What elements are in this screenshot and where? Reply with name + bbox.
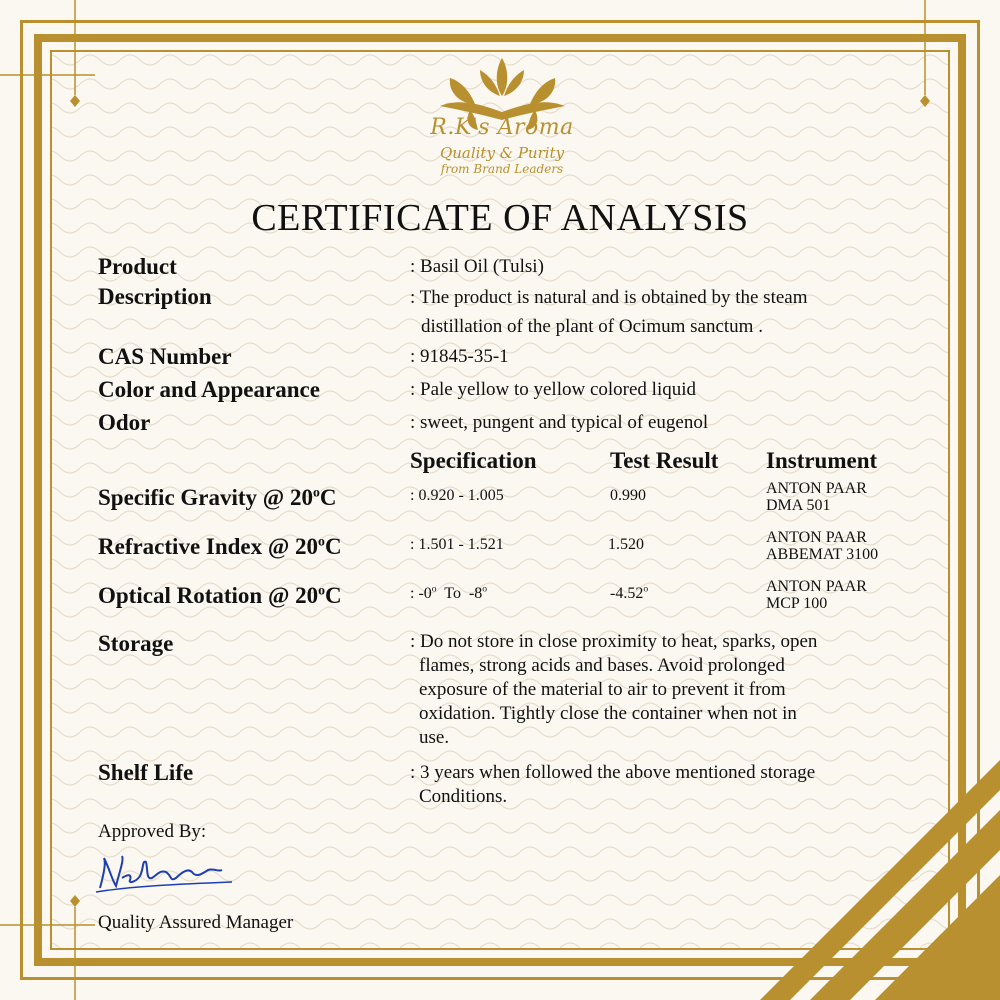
spec-header: Specification — [410, 448, 537, 473]
refractive-index-spec: : 1.501 - 1.521 — [410, 536, 504, 553]
manager-role: Quality Assured Manager — [98, 912, 294, 933]
specific-gravity-instrument-1: ANTON PAAR — [766, 480, 867, 497]
cas-label: CAS Number — [98, 344, 232, 369]
approved-by: Approved By: — [98, 821, 207, 842]
specific-gravity-spec: : 0.920 - 1.005 — [410, 487, 504, 504]
specific-gravity-result: 0.990 — [610, 487, 646, 504]
product-label: Product — [98, 254, 177, 279]
storage-line-3: exposure of the material to air to prevent it from — [419, 679, 786, 700]
color-label: Color and Appearance — [98, 377, 320, 402]
optical-rotation-result: -4.52$^o$ — [610, 583, 649, 602]
odor-value: : sweet, pungent and typical of eugenol — [410, 412, 709, 433]
specific-gravity-label: Specific Gravity @ 20$^o$C — [98, 484, 337, 510]
description-line2: distillation of the plant of Ocimum sanctum . — [421, 316, 763, 337]
signature-icon — [92, 848, 242, 898]
refractive-index-result: 1.520 — [608, 536, 644, 553]
certificate-title: CERTIFICATE OF ANALYSIS — [251, 197, 749, 239]
description-label: Description — [98, 284, 212, 309]
refractive-index-instrument-2: ABBEMAT 3100 — [766, 546, 879, 563]
brand-subtagline: from Brand Leaders — [440, 162, 564, 176]
optical-rotation-instrument-1: ANTON PAAR — [766, 578, 867, 595]
brand-block — [412, 115, 592, 176]
specific-gravity-instrument-2: DMA 501 — [766, 497, 831, 514]
storage-line-5: use. — [419, 727, 450, 748]
refractive-index-label: Refractive Index @ 20$^o$C — [98, 533, 342, 559]
instrument-header: Instrument — [766, 448, 878, 473]
storage-line-4: oxidation. Tightly close the container when not in — [419, 703, 797, 724]
result-header: Test Result — [610, 448, 719, 473]
storage-line-1: : Do not store in close proximity to heat, sparks, open — [410, 631, 818, 652]
odor-label: Odor — [98, 410, 151, 435]
cas-value: : 91845-35-1 — [410, 346, 509, 367]
product-value: : Basil Oil (Tulsi) — [410, 256, 544, 277]
shelf-life-line-2: Conditions. — [419, 786, 508, 807]
shelf-life-label: Shelf Life — [98, 760, 194, 785]
optical-rotation-label: Optical Rotation @ 20$^o$C — [98, 582, 342, 608]
corner-stripes — [680, 680, 1000, 1000]
color-value: : Pale yellow to yellow colored liquid — [410, 379, 697, 400]
shelf-life-line-1: : 3 years when followed the above mentioned storage — [410, 762, 816, 783]
description-line1: : The product is natural and is obtained by the steam — [410, 287, 808, 308]
refractive-index-instrument-1: ANTON PAAR — [766, 529, 867, 546]
brand-name: R.K's Aroma — [430, 115, 574, 140]
brand-tagline: Quality & Purity — [439, 144, 565, 162]
storage-label: Storage — [98, 631, 174, 656]
optical-rotation-instrument-2: MCP 100 — [766, 595, 828, 612]
storage-line-2: flames, strong acids and bases. Avoid prolonged — [419, 655, 785, 676]
optical-rotation-spec: : -0$^o$ To -8$^o$ — [410, 583, 488, 602]
